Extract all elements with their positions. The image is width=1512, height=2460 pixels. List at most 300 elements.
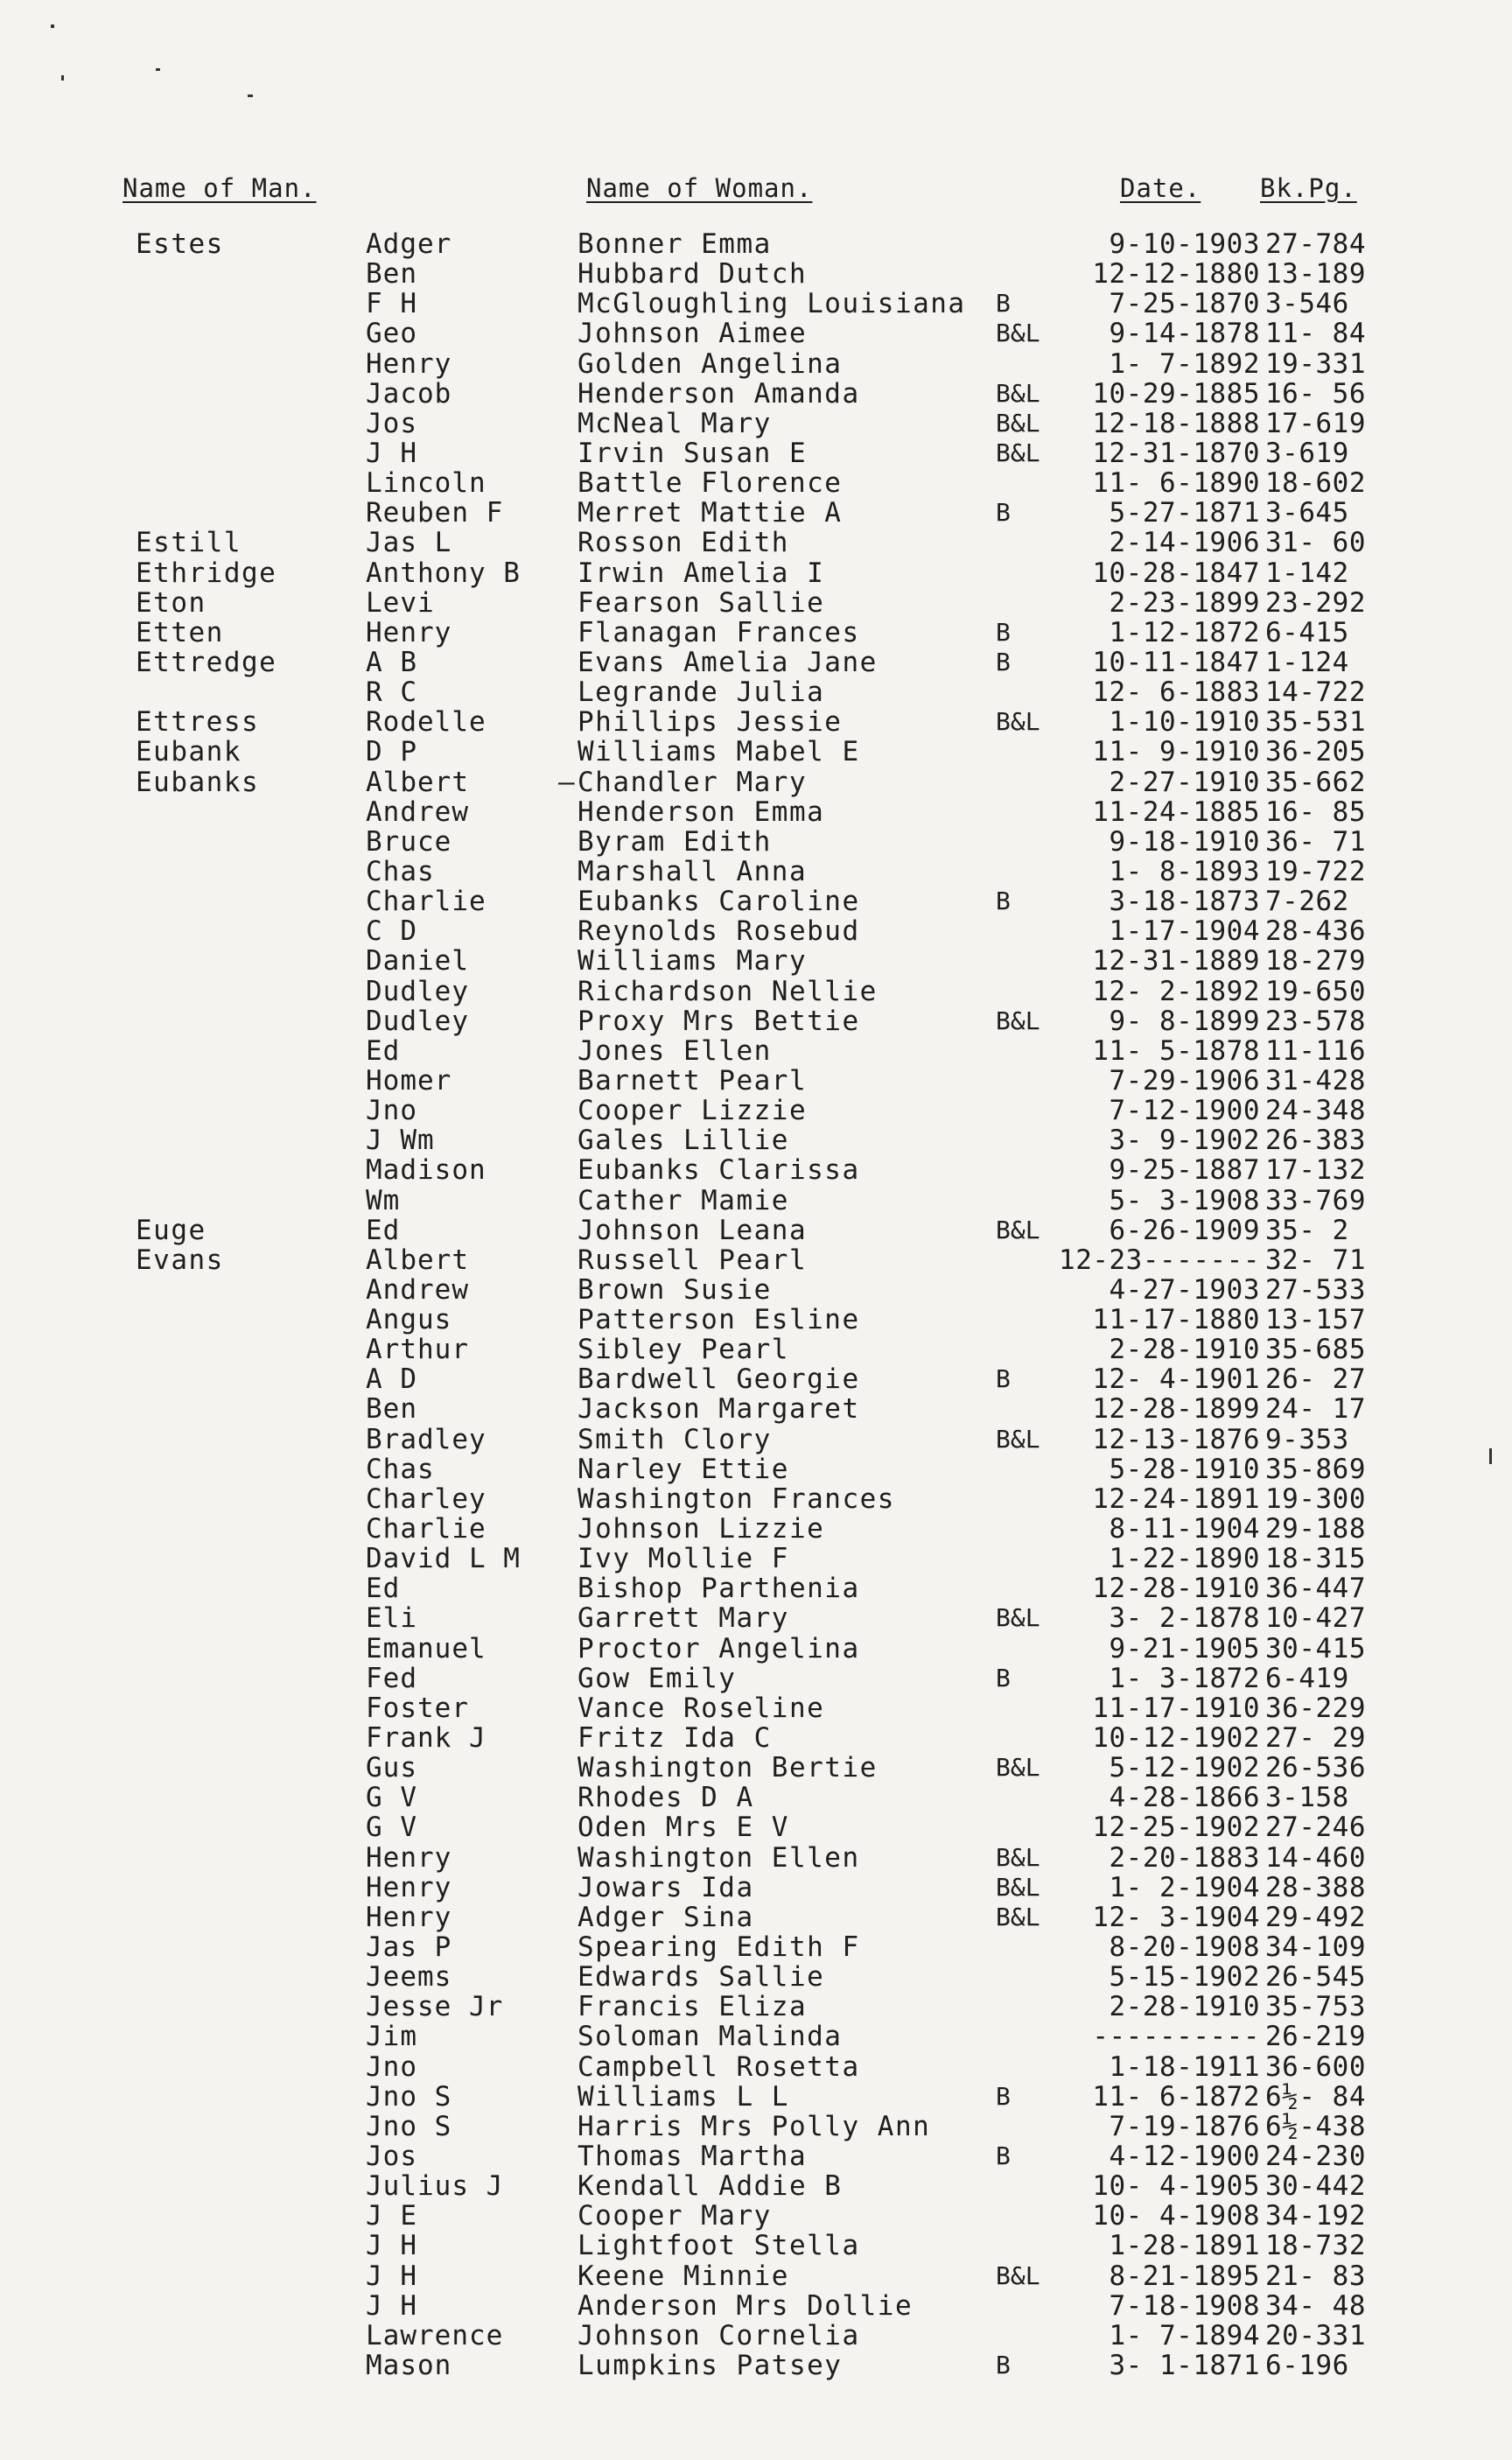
marriage-date: 2-23-1899 — [1109, 586, 1260, 619]
woman-name: Proctor Angelina — [578, 1632, 860, 1665]
book-page: 35-869 — [1265, 1453, 1366, 1485]
woman-name: Washington Bertie — [578, 1752, 878, 1784]
book-page: 19-722 — [1265, 855, 1366, 887]
man-given-name: Jas P — [366, 1931, 452, 1964]
marriage-date: 6-26-1909 — [1109, 1214, 1260, 1246]
marriage-date: 2-20-1883 — [1109, 1841, 1260, 1874]
record-row — [0, 1036, 1512, 1066]
book-page: 30-442 — [1265, 2170, 1366, 2203]
book-page: 27-533 — [1265, 1273, 1366, 1306]
man-given-name: J H — [366, 2289, 417, 2322]
record-row — [0, 1873, 1512, 1903]
record-row — [0, 1903, 1512, 1932]
woman-name: Brown Susie — [578, 1273, 772, 1306]
man-surname: Estes — [136, 228, 224, 260]
man-given-name: Fed — [366, 1662, 417, 1694]
woman-name: Jowars Ida — [578, 1871, 754, 1903]
book-page: 36-600 — [1265, 2050, 1366, 2083]
record-row — [0, 1634, 1512, 1664]
book-page: 13-157 — [1265, 1304, 1366, 1336]
book-page: 6-415 — [1265, 616, 1349, 648]
man-given-name: Jacob — [366, 377, 452, 410]
man-given-name: Madison — [366, 1154, 486, 1187]
marriage-date: 9-10-1903 — [1109, 228, 1260, 260]
marriage-date: 12-31-1889 — [1092, 945, 1260, 978]
record-row — [0, 618, 1512, 648]
record-row — [0, 1006, 1512, 1036]
marriage-date: 9- 8-1899 — [1109, 1005, 1260, 1037]
man-given-name: Jno — [366, 1095, 417, 1127]
record-row — [0, 1992, 1512, 2022]
marriage-date: 1-22-1890 — [1109, 1543, 1260, 1575]
marriage-date: 3- 9-1902 — [1109, 1125, 1260, 1157]
woman-name: Sibley Pearl — [578, 1334, 789, 1366]
record-row — [0, 1245, 1512, 1275]
man-given-name: D P — [366, 736, 417, 768]
woman-name: Richardson Nellie — [578, 975, 878, 1007]
record-row — [0, 1305, 1512, 1335]
woman-name: Battle Florence — [578, 467, 843, 500]
record-row — [0, 1603, 1512, 1633]
book-page: 20-331 — [1265, 2319, 1366, 2351]
man-given-name: Foster — [366, 1692, 469, 1724]
man-given-name: Adger — [366, 228, 452, 260]
man-given-name: Homer — [366, 1064, 452, 1097]
book-page: 19-650 — [1265, 975, 1366, 1007]
record-row — [0, 2082, 1512, 2112]
woman-name: Campbell Rosetta — [578, 2050, 860, 2083]
book-page: 1-142 — [1265, 557, 1349, 589]
man-given-name: Chas — [366, 855, 435, 887]
book-page: 34- 48 — [1265, 2289, 1366, 2322]
book-page: 24-348 — [1265, 1095, 1366, 1127]
record-row — [0, 2171, 1512, 2201]
man-given-name: Emanuel — [366, 1632, 486, 1665]
man-given-name: Ed — [366, 1034, 401, 1067]
marriage-date: 12-13-1876 — [1092, 1423, 1260, 1455]
man-given-name: Charlie — [366, 1513, 486, 1545]
marriage-date: 3-18-1873 — [1109, 886, 1260, 918]
record-row — [0, 528, 1512, 557]
man-given-name: Jim — [366, 2021, 417, 2053]
book-page: 19-331 — [1265, 347, 1366, 380]
woman-name: Evans Amelia Jane — [578, 646, 878, 678]
book-page: 36-447 — [1265, 1573, 1366, 1605]
woman-name: McGloughling Louisiana — [578, 288, 966, 320]
man-given-name: Jos — [366, 407, 417, 439]
book-page: 36-229 — [1265, 1692, 1366, 1724]
book-page: 35-685 — [1265, 1334, 1366, 1366]
marriage-date: 11- 5-1878 — [1092, 1034, 1260, 1067]
book-page: 11-116 — [1265, 1034, 1366, 1067]
woman-name: Kendall Addie B — [578, 2170, 843, 2203]
marriage-date: 10-12-1902 — [1092, 1722, 1260, 1755]
man-given-name: A D — [366, 1363, 417, 1396]
woman-name: Bardwell Georgie — [578, 1363, 860, 1396]
man-given-name: Albert — [366, 1244, 469, 1276]
woman-name: Johnson Cornelia — [578, 2319, 860, 2351]
woman-name: Proxy Mrs Bettie — [578, 1005, 860, 1037]
record-row — [0, 1573, 1512, 1603]
woman-name: Johnson Lizzie — [578, 1513, 825, 1545]
book-page: 31- 60 — [1265, 527, 1366, 559]
woman-name: Soloman Malinda — [578, 2021, 843, 2053]
record-row — [0, 1066, 1512, 1096]
marriage-date: 1-17-1904 — [1109, 915, 1260, 948]
marriage-date: 11- 6-1890 — [1092, 467, 1260, 500]
record-row — [0, 677, 1512, 707]
book-page: 6-196 — [1265, 2349, 1349, 2381]
record-row — [0, 259, 1512, 289]
marriage-date: 11- 9-1910 — [1092, 736, 1260, 768]
marriage-date: 1- 8-1893 — [1109, 855, 1260, 887]
marriage-date: 7-12-1900 — [1109, 1095, 1260, 1127]
book-page: 26- 27 — [1265, 1363, 1366, 1396]
man-given-name: Frank J — [366, 1722, 486, 1755]
record-row — [0, 1275, 1512, 1305]
woman-name: Lightfoot Stella — [578, 2230, 860, 2262]
marriage-date: 5-28-1910 — [1109, 1453, 1260, 1485]
marriage-date: 1- 7-1892 — [1109, 347, 1260, 380]
man-given-name: Reuben F — [366, 497, 504, 529]
man-given-name: Charlie — [366, 886, 486, 918]
record-row — [0, 2231, 1512, 2260]
woman-name: Narley Ettie — [578, 1453, 789, 1485]
marriage-date: 1- 2-1904 — [1109, 1871, 1260, 1903]
man-given-name: Andrew — [366, 1273, 469, 1306]
record-code: B&L — [996, 1603, 1040, 1633]
record-row — [0, 2351, 1512, 2380]
record-code: B — [996, 2141, 1011, 2170]
woman-name: Gow Emily — [578, 1662, 737, 1694]
marriage-date: 5-12-1902 — [1109, 1752, 1260, 1784]
woman-name: Johnson Leana — [578, 1214, 808, 1246]
man-given-name: Lincoln — [366, 467, 486, 500]
woman-name: Ivy Mollie F — [578, 1543, 789, 1575]
man-given-name: Albert — [366, 766, 469, 798]
book-page: 19-300 — [1265, 1482, 1366, 1515]
marriage-date: 1- 7-1894 — [1109, 2319, 1260, 2351]
woman-name: Cooper Lizzie — [578, 1095, 808, 1127]
book-page: 18-279 — [1265, 945, 1366, 978]
record-row — [0, 1186, 1512, 1216]
record-code: B&L — [996, 408, 1040, 438]
marriage-date: 11- 6-1872 — [1092, 2080, 1260, 2113]
scan-speck — [156, 68, 160, 71]
man-surname: Euge — [136, 1214, 206, 1246]
man-given-name: J Wm — [366, 1125, 435, 1157]
woman-name: Fearson Sallie — [578, 586, 825, 619]
book-page: 14-722 — [1265, 676, 1366, 709]
man-given-name: Henry — [366, 1841, 452, 1874]
man-given-name: Dudley — [366, 975, 469, 1007]
man-surname: Eubanks — [136, 766, 260, 798]
woman-name: Phillips Jessie — [578, 706, 843, 739]
book-page: 16- 85 — [1265, 795, 1366, 828]
book-page: 24- 17 — [1265, 1393, 1366, 1426]
man-given-name: J H — [366, 2260, 417, 2292]
man-given-name: Jas L — [366, 527, 452, 559]
record-code: B — [996, 887, 1011, 916]
marriage-date: 5-15-1902 — [1109, 1961, 1260, 1994]
header-book-page: Bk.Pg. — [1260, 173, 1357, 203]
record-row — [0, 916, 1512, 946]
record-code: B&L — [996, 1753, 1040, 1783]
record-row — [0, 2201, 1512, 2231]
man-given-name: Jos — [366, 2141, 417, 2172]
woman-name: Oden Mrs E V — [578, 1812, 789, 1844]
marriage-date: 7-18-1908 — [1109, 2289, 1260, 2322]
record-row — [0, 2321, 1512, 2351]
book-page: 31-428 — [1265, 1064, 1366, 1097]
woman-name: Rosson Edith — [578, 527, 789, 559]
record-code: B — [996, 2350, 1011, 2379]
book-page: 29-492 — [1265, 1901, 1366, 1933]
record-row — [0, 2291, 1512, 2321]
book-page: 3-619 — [1265, 437, 1349, 469]
woman-name: Flanagan Frances — [578, 616, 860, 648]
marriage-date: 1- 3-1872 — [1109, 1662, 1260, 1694]
woman-name: Russell Pearl — [578, 1244, 808, 1276]
marriage-date: 10-28-1847 — [1092, 557, 1260, 589]
woman-name: Merret Mattie A — [578, 497, 843, 529]
woman-name: Williams Mary — [578, 945, 808, 978]
record-row — [0, 707, 1512, 737]
marriage-date: 7-29-1906 — [1109, 1064, 1260, 1097]
man-given-name: Ed — [366, 1573, 401, 1605]
marriage-date: 10-29-1885 — [1092, 377, 1260, 410]
book-page: 34-192 — [1265, 2200, 1366, 2232]
book-page: 30-415 — [1265, 1632, 1366, 1665]
woman-name: Barnett Pearl — [578, 1064, 808, 1097]
man-given-name: J H — [366, 2230, 417, 2262]
book-page: 24-230 — [1265, 2141, 1366, 2172]
man-surname: Eubank — [136, 736, 242, 768]
marriage-date: 5- 3-1908 — [1109, 1184, 1260, 1216]
man-given-name: G V — [366, 1812, 417, 1844]
man-given-name: Bruce — [366, 825, 452, 858]
record-row — [0, 1783, 1512, 1812]
marriage-date: 9-25-1887 — [1109, 1154, 1260, 1187]
book-page: 6½-438 — [1265, 2110, 1366, 2142]
woman-name: Bonner Emma — [578, 228, 772, 260]
man-given-name: Wm — [366, 1184, 401, 1216]
marriage-date: 12-28-1899 — [1092, 1393, 1260, 1426]
record-code: B&L — [996, 1006, 1040, 1035]
record-code: B&L — [996, 1872, 1040, 1902]
man-surname: Etten — [136, 616, 224, 648]
record-row — [0, 2022, 1512, 2051]
marriage-date: 9-14-1878 — [1109, 318, 1260, 350]
record-row — [0, 2261, 1512, 2291]
marriage-date: 12- 2-1892 — [1092, 975, 1260, 1007]
woman-name: Henderson Emma — [578, 795, 825, 828]
marriage-date: 1-18-1911 — [1109, 2050, 1260, 2083]
man-given-name: G V — [366, 1782, 417, 1814]
marriage-date: ---------- — [1092, 2021, 1260, 2053]
book-page: 11- 84 — [1265, 318, 1366, 350]
record-row — [0, 827, 1512, 857]
book-page: 17-132 — [1265, 1154, 1366, 1187]
man-given-name: Lawrence — [366, 2319, 504, 2351]
woman-name: Garrett Mary — [578, 1602, 789, 1635]
marriage-date: 12-31-1870 — [1092, 437, 1260, 469]
book-page: 26-219 — [1265, 2021, 1366, 2053]
woman-name: Golden Angelina — [578, 347, 843, 380]
man-given-name: Ben — [366, 258, 417, 291]
record-code: B — [996, 617, 1011, 647]
record-code: B — [996, 2081, 1011, 2111]
woman-name: Washington Frances — [578, 1482, 895, 1515]
woman-name: Jones Ellen — [578, 1034, 772, 1067]
header-name-of-woman: Name of Woman. — [586, 173, 813, 203]
man-given-name: Andrew — [366, 795, 469, 828]
book-page: 28-388 — [1265, 1871, 1366, 1903]
book-page: 13-189 — [1265, 258, 1366, 291]
man-given-name: F H — [366, 288, 417, 320]
scan-speck — [248, 95, 253, 97]
woman-name: Washington Ellen — [578, 1841, 860, 1874]
woman-name: Henderson Amanda — [578, 377, 860, 410]
record-row — [0, 438, 1512, 468]
marriage-date: 10-11-1847 — [1092, 646, 1260, 678]
man-given-name: Henry — [366, 616, 452, 648]
record-row — [0, 1514, 1512, 1544]
woman-name: Eubanks Caroline — [578, 886, 860, 918]
marriage-date: 12-23------- — [1059, 1244, 1260, 1276]
woman-name: Spearing Edith F — [578, 1931, 860, 1964]
man-given-name: J E — [366, 2200, 417, 2232]
record-row — [0, 379, 1512, 409]
book-page: 14-460 — [1265, 1841, 1366, 1874]
marriage-date: 4-12-1900 — [1109, 2141, 1260, 2172]
record-code: B&L — [996, 1902, 1040, 1931]
record-row — [0, 468, 1512, 498]
book-page: 27-246 — [1265, 1812, 1366, 1844]
record-code: B — [996, 498, 1011, 528]
marriage-date: 12-28-1910 — [1092, 1573, 1260, 1605]
record-row — [0, 1425, 1512, 1454]
book-page: 26-383 — [1265, 1125, 1366, 1157]
man-surname: Ettress — [136, 706, 260, 739]
woman-name: Irvin Susan E — [578, 437, 808, 469]
record-row — [0, 648, 1512, 677]
book-page: 6½- 84 — [1265, 2080, 1366, 2113]
record-row — [0, 1812, 1512, 1842]
man-given-name: Jesse Jr — [366, 1991, 504, 2023]
marriage-date: 3- 1-1871 — [1109, 2349, 1260, 2381]
record-code: B — [996, 1663, 1011, 1693]
man-given-name: R C — [366, 676, 417, 709]
record-code: B&L — [996, 378, 1040, 408]
book-page: 21- 83 — [1265, 2260, 1366, 2292]
record-code: B — [996, 647, 1011, 676]
marriage-date: 10- 4-1905 — [1092, 2170, 1260, 2203]
book-page: 23-578 — [1265, 1005, 1366, 1037]
marriage-date: 12-18-1888 — [1092, 407, 1260, 439]
marriage-date: 12-24-1891 — [1092, 1482, 1260, 1515]
man-given-name: J H — [366, 437, 417, 469]
man-given-name: Eli — [366, 1602, 417, 1635]
man-surname: Ettredge — [136, 646, 277, 678]
record-code: B&L — [996, 1842, 1040, 1872]
woman-name: Edwards Sallie — [578, 1961, 825, 1994]
book-page: 16- 56 — [1265, 377, 1366, 410]
man-given-name: Ben — [366, 1393, 417, 1426]
book-page: 3-158 — [1265, 1782, 1349, 1814]
book-page: 3-546 — [1265, 288, 1349, 320]
woman-name: Marshall Anna — [578, 855, 808, 887]
woman-name: Vance Roseline — [578, 1692, 825, 1724]
man-given-name: Gus — [366, 1752, 417, 1784]
scan-speck — [61, 75, 64, 81]
man-given-name: Julius J — [366, 2170, 504, 2203]
marriage-date: 3- 2-1878 — [1109, 1602, 1260, 1635]
book-page: 17-619 — [1265, 407, 1366, 439]
marriage-date: 1-10-1910 — [1109, 706, 1260, 739]
marriage-date: 11-24-1885 — [1092, 795, 1260, 828]
woman-name: Irwin Amelia I — [578, 557, 825, 589]
marriage-date: 8-21-1895 — [1109, 2260, 1260, 2292]
man-surname: Eton — [136, 586, 206, 619]
man-given-name: Henry — [366, 1871, 452, 1903]
book-page: 35-753 — [1265, 1991, 1366, 2023]
record-row — [0, 289, 1512, 319]
record-row — [0, 409, 1512, 438]
book-page: 34-109 — [1265, 1931, 1366, 1964]
woman-name: Hubbard Dutch — [578, 258, 808, 291]
woman-name: Anderson Mrs Dollie — [578, 2289, 914, 2322]
record-row — [0, 767, 1512, 797]
man-given-name: Angus — [366, 1304, 452, 1336]
woman-name: Chandler Mary — [578, 766, 808, 798]
book-page: 36-205 — [1265, 736, 1366, 768]
man-given-name: Arthur — [366, 1334, 469, 1366]
record-row — [0, 1544, 1512, 1573]
record-code: B&L — [996, 319, 1040, 348]
marriage-date: 12- 3-1904 — [1092, 1901, 1260, 1933]
record-row — [0, 946, 1512, 976]
header-name-of-man: Name of Man. — [122, 173, 317, 203]
record-row — [0, 1962, 1512, 1992]
record-row — [0, 2141, 1512, 2171]
marriage-date: 9-21-1905 — [1109, 1632, 1260, 1665]
man-given-name: David L M — [366, 1543, 521, 1575]
man-given-name: Henry — [366, 347, 452, 380]
woman-name: Williams Mabel E — [578, 736, 860, 768]
record-row — [0, 1484, 1512, 1514]
man-given-name: Rodelle — [366, 706, 486, 739]
woman-name: Francis Eliza — [578, 1991, 808, 2023]
book-page: 28-436 — [1265, 915, 1366, 948]
book-page: 35-662 — [1265, 766, 1366, 798]
book-page: 9-353 — [1265, 1423, 1349, 1455]
marriage-date: 5-27-1871 — [1109, 497, 1260, 529]
woman-name: Fritz Ida C — [578, 1722, 772, 1755]
book-page: 6-419 — [1265, 1662, 1349, 1694]
record-code: B&L — [996, 1215, 1040, 1244]
record-row — [0, 857, 1512, 887]
woman-name: Harris Mrs Polly Ann — [578, 2110, 931, 2142]
woman-name: Cooper Mary — [578, 2200, 772, 2232]
record-row — [0, 977, 1512, 1006]
book-page: 36- 71 — [1265, 825, 1366, 858]
marriage-date: 7-19-1876 — [1109, 2110, 1260, 2142]
woman-name: Patterson Esline — [578, 1304, 860, 1336]
woman-name: Cather Mamie — [578, 1184, 789, 1216]
record-code: B — [996, 289, 1011, 319]
record-code: B&L — [996, 438, 1040, 467]
